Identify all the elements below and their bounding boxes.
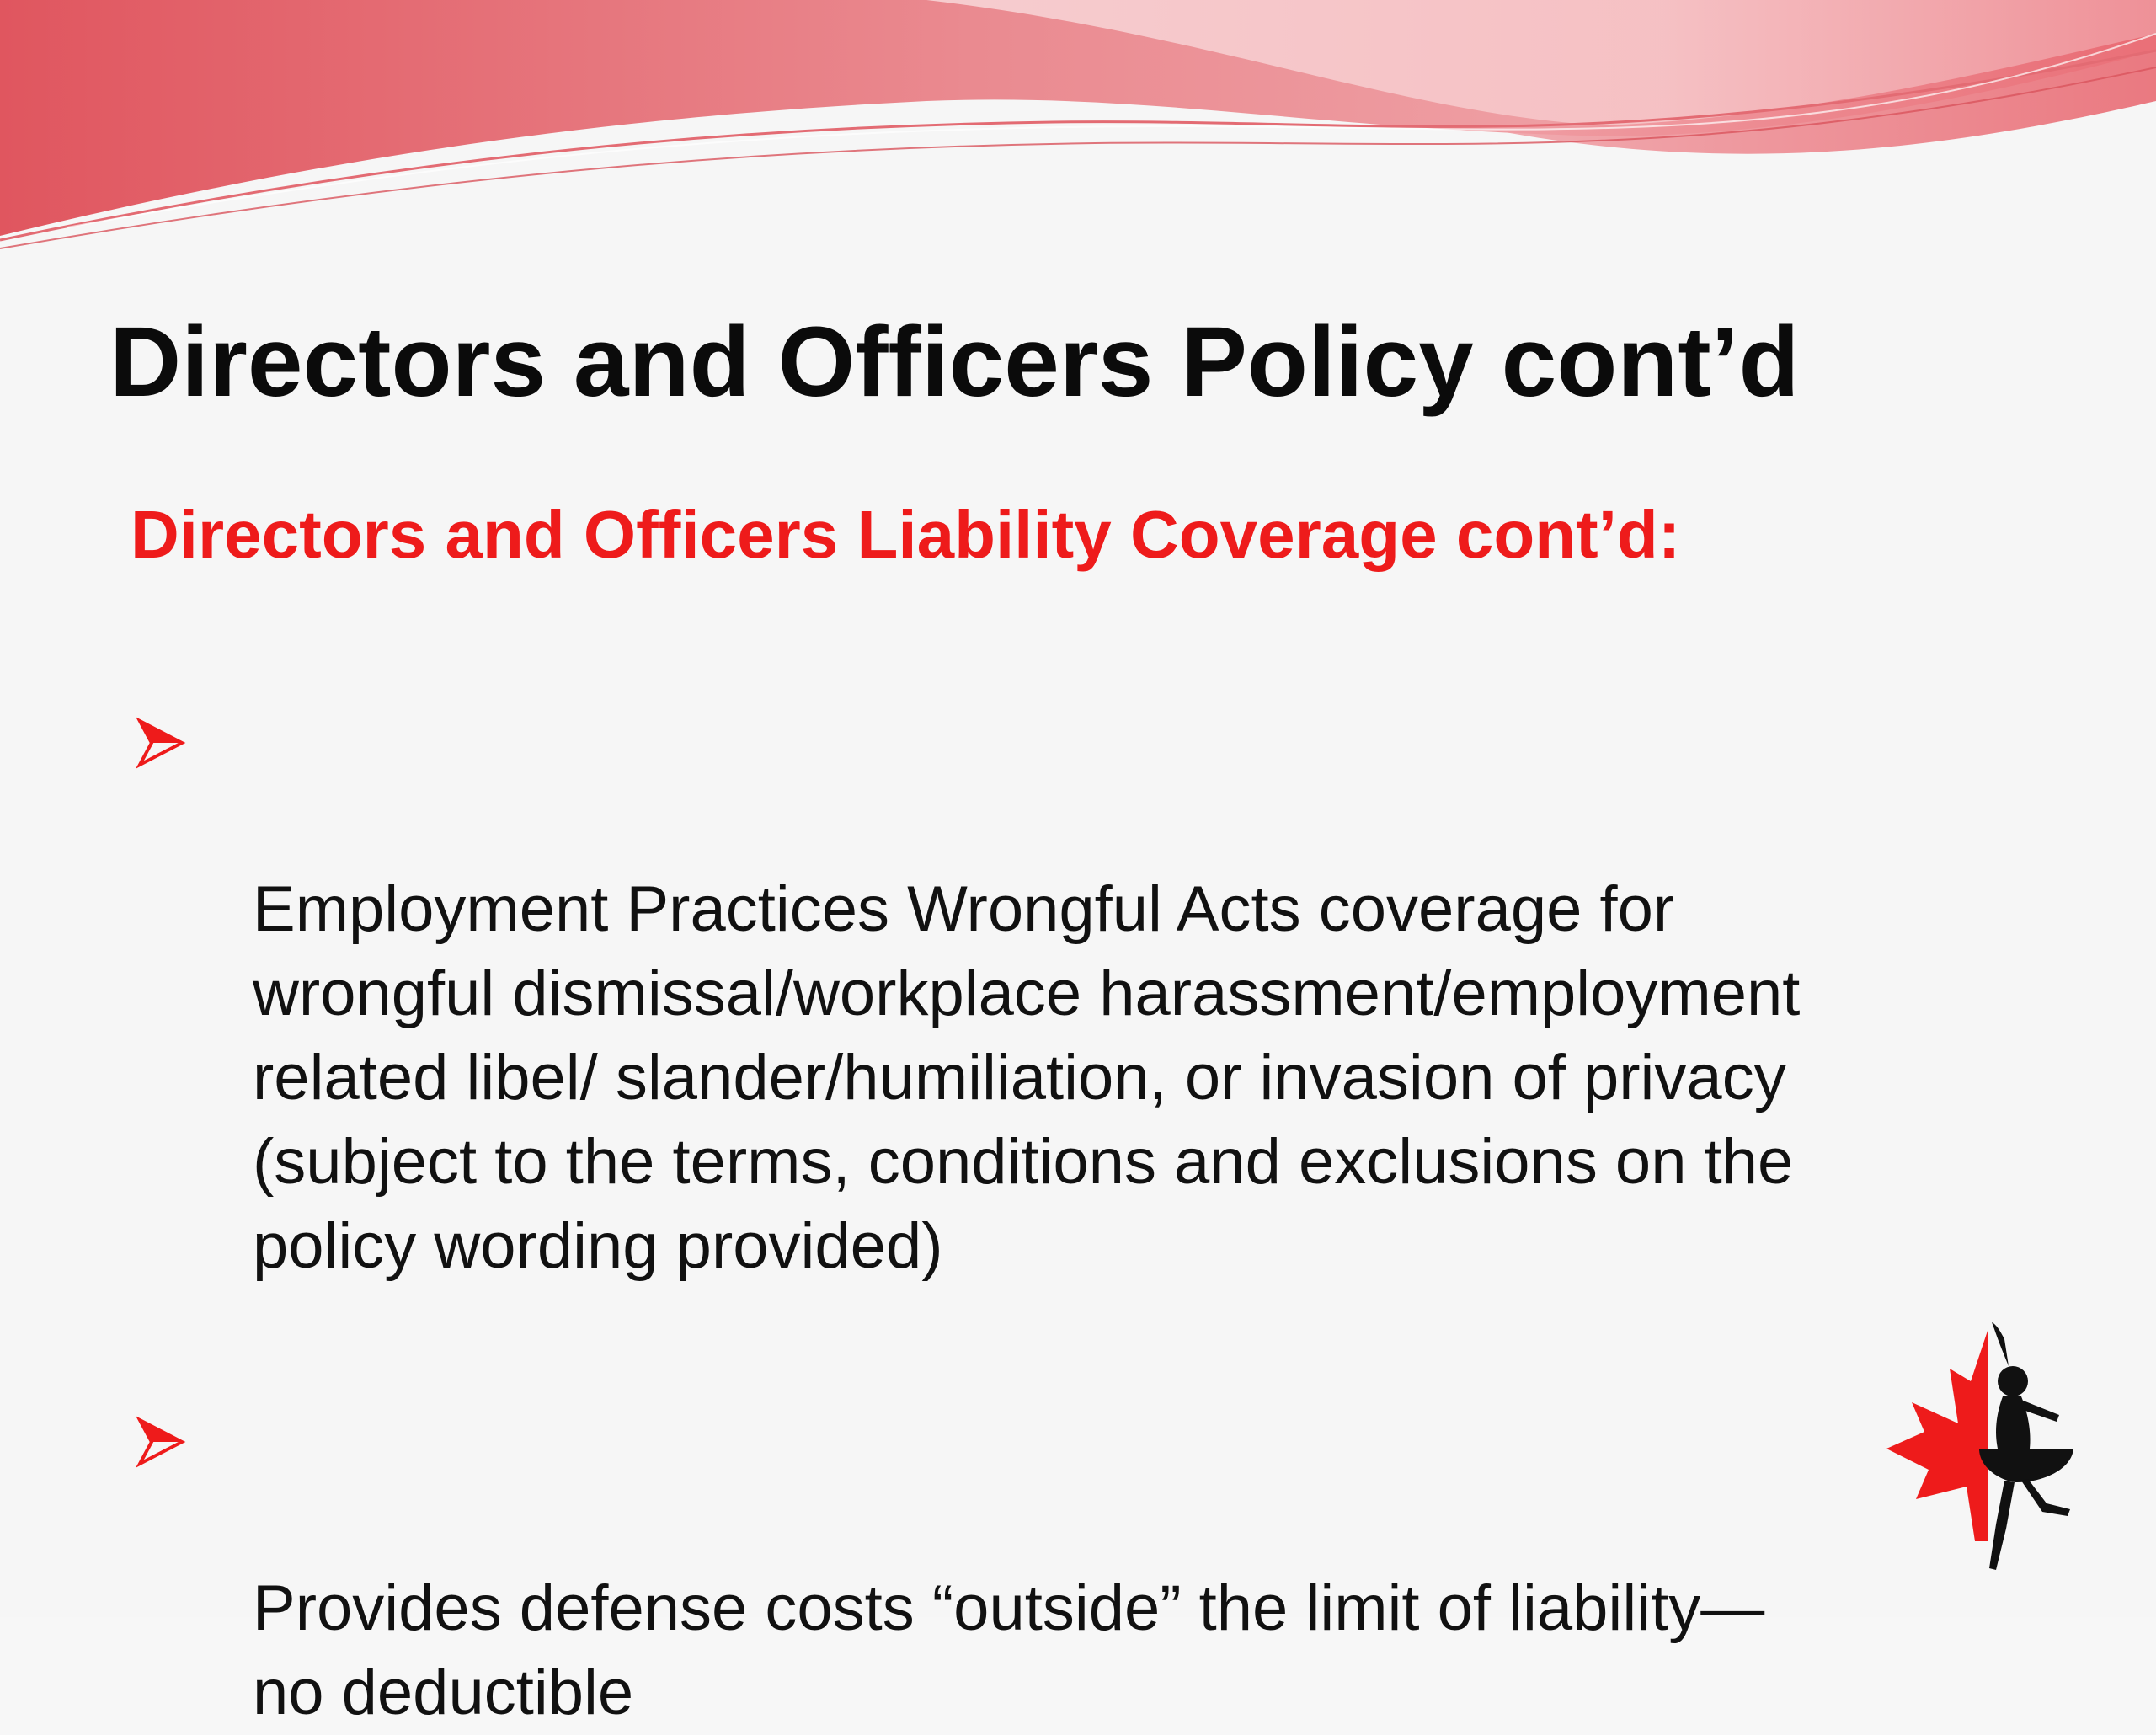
header-swoosh-decoration — [0, 0, 2156, 253]
bullet-item — [131, 699, 2068, 1289]
bullet-text: Employment Practices Wrongful Acts coverage for wrongful dismissal/workplace harassment/employment related libel/ slander/humiliation, or invasion of privacy (subject to the terms, conditions and exclusions on the policy wording provided) — [253, 873, 1801, 1282]
maple-leaf-dancer-logo — [1878, 1322, 2097, 1575]
bullet-item — [131, 1398, 2068, 1735]
slide-title: Directors and Officers Policy cont’d — [109, 307, 1800, 418]
bullet-text: Provides defense costs “outside” the limit of liability— no deductible — [253, 1572, 1765, 1728]
bullet-list — [131, 699, 2068, 1735]
arrowhead-bullet-icon — [135, 718, 185, 768]
arrowhead-bullet-icon — [135, 1417, 185, 1467]
slide-subtitle: Directors and Officers Liability Coverage cont’d: — [131, 497, 1681, 572]
